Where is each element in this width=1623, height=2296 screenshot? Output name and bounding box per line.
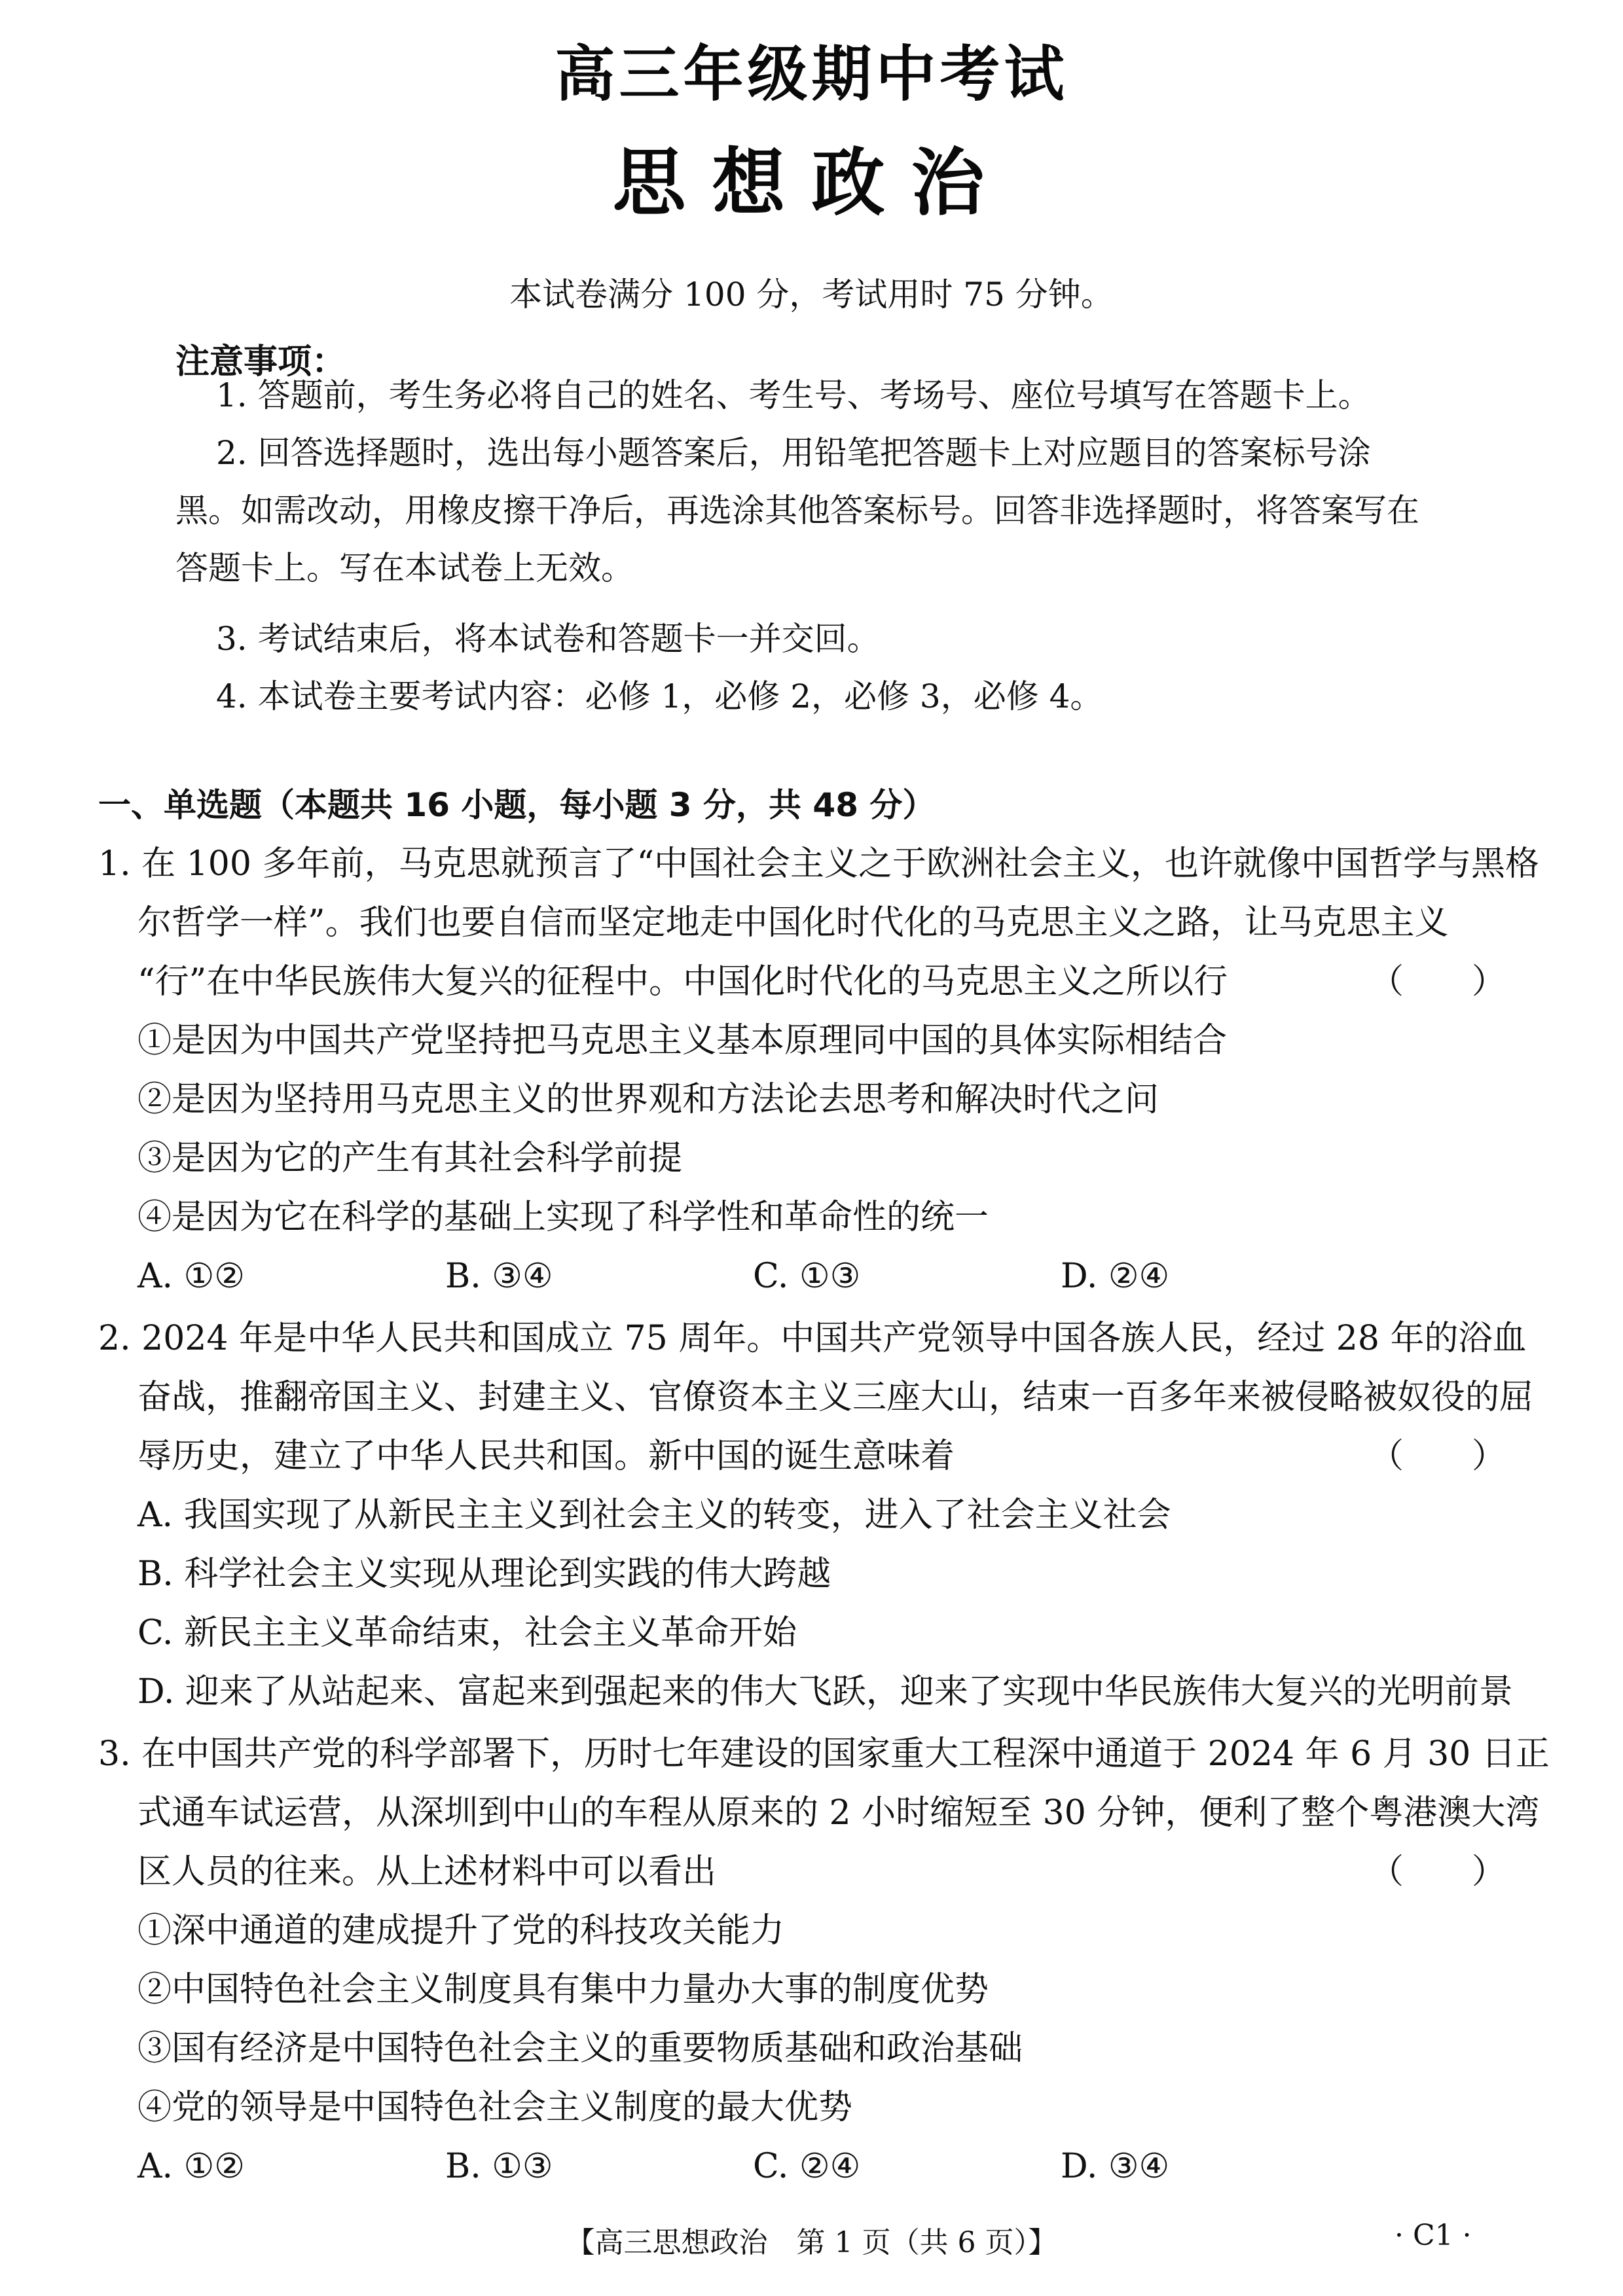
notice-line-2: 2. 回答选择题时，选出每小题答案后，用铅笔把答题卡上对应题目的答案标号涂	[216, 434, 1371, 472]
question-3	[98, 1725, 1550, 2196]
answer-bracket: （ ）	[1369, 1852, 1506, 1892]
question-1-stem-line-2: 尔哲学一样”。我们也要自信而坚定地走中国化时代化的马克思主义之路，让马克思主义	[137, 903, 1449, 942]
question-3-option-c: C. ②④	[753, 2147, 861, 2186]
question-1-statement-2: ②是因为坚持用马克思主义的世界观和方法论去思考和解决时代之问	[137, 1080, 1159, 1119]
question-1-option-a: A. ①②	[137, 1257, 245, 1296]
question-3-stem-line-3	[98, 1842, 1506, 1901]
page-code: · C1 ·	[1395, 2219, 1472, 2252]
question-3-stem-text: 区人员的往来。从上述材料中可以看出	[137, 1852, 717, 1892]
question-2-option-c: C. 新民主主义革命结束，社会主义革命开始	[137, 1613, 797, 1653]
question-3-statement-4: ④党的领导是中国特色社会主义制度的最大优势	[137, 2088, 853, 2127]
question-3-options	[98, 2137, 1506, 2196]
question-3-statement-3: ③国有经济是中国特色社会主义的重要物质基础和政治基础	[137, 2029, 1023, 2068]
question-1-options	[98, 1247, 1506, 1306]
question-1-stem-text: “行”在中华民族伟大复兴的征程中。中国化时代化的马克思主义之所以行	[137, 962, 1228, 1001]
page-footer: 【高三思想政治 第 1 页（共 6 页）】	[566, 2226, 1057, 2259]
question-3-statement-1: ①深中通道的建成提升了党的科技攻关能力	[137, 1911, 785, 1950]
question-3-statement-2: ②中国特色社会主义制度具有集中力量办大事的制度优势	[137, 1970, 989, 2009]
question-1	[98, 834, 1540, 1306]
notice-line-6: 4. 本试卷主要考试内容：必修 1，必修 2，必修 3，必修 4。	[216, 677, 1103, 715]
question-2	[98, 1309, 1534, 1721]
question-1-stem-line-3	[98, 952, 1506, 1011]
notice-line-4: 答题卡上。写在本试卷上无效。	[175, 549, 634, 587]
question-1-option-c: C. ①③	[753, 1257, 861, 1296]
notice-heading: 注意事项：	[175, 342, 346, 382]
question-1-statement-1: ①是因为中国共产党坚持把马克思主义基本原理同中国的具体实际相结合	[137, 1021, 1228, 1060]
question-2-option-a: A. 我国实现了从新民主主义到社会主义的转变，进入了社会主义社会	[137, 1496, 1171, 1535]
answer-bracket: （ ）	[1369, 1437, 1506, 1476]
question-2-stem-line-3	[98, 1427, 1506, 1486]
question-3-stem-line-1: 3. 在中国共产党的科学部署下，历时七年建设的国家重大工程深中通道于 2024 年 6 月 30 日正	[98, 1734, 1550, 1774]
question-3-option-d: D. ③④	[1061, 2147, 1170, 2186]
answer-bracket: （ ）	[1369, 962, 1506, 1001]
question-1-stem-line-1: 1. 在 100 多年前，马克思就预言了“中国社会主义之于欧洲社会主义，也许就像中国哲学与黑格	[98, 844, 1540, 884]
subject-title: 思想政治	[612, 141, 1011, 226]
question-1-statement-4: ④是因为它在科学的基础上实现了科学性和革命性的统一	[137, 1198, 989, 1237]
question-2-stem-line-2: 奋战，推翻帝国主义、封建主义、官僚资本主义三座大山，结束一百多年来被侵略被奴役的屈	[137, 1378, 1534, 1417]
section-heading: 一、单选题（本题共 16 小题，每小题 3 分，共 48 分）	[98, 786, 936, 824]
question-1-statement-3: ③是因为它的产生有其社会科学前提	[137, 1139, 683, 1178]
question-2-option-b: B. 科学社会主义实现从理论到实践的伟大跨越	[137, 1554, 831, 1594]
question-2-stem-line-1: 2. 2024 年是中华人民共和国成立 75 周年。中国共产党领导中国各族人民，经过 28 年的浴血	[98, 1319, 1527, 1358]
question-3-option-a: A. ①②	[137, 2147, 245, 2186]
exam-title: 高三年级期中考试	[555, 39, 1068, 109]
notice-line-3: 黑。如需改动，用橡皮擦干净后，再选涂其他答案标号。回答非选择题时，将答案写在	[175, 492, 1419, 529]
question-1-option-d: D. ②④	[1061, 1257, 1170, 1296]
notice-line-1: 1. 答题前，考生务必将自己的姓名、考生号、考场号、座位号填写在答题卡上。	[216, 376, 1371, 414]
notice-line-5: 3. 考试结束后，将本试卷和答题卡一并交回。	[216, 620, 880, 658]
question-1-option-b: B. ③④	[445, 1257, 553, 1296]
exam-info: 本试卷满分 100 分，考试用时 75 分钟。	[509, 276, 1114, 314]
question-2-option-d: D. 迎来了从站起来、富起来到强起来的伟大飞跃，迎来了实现中华民族伟大复兴的光明前景	[137, 1672, 1513, 1712]
question-3-option-b: B. ①③	[445, 2147, 553, 2186]
question-2-stem-text: 辱历史，建立了中华人民共和国。新中国的诞生意味着	[137, 1437, 955, 1476]
question-3-stem-line-2: 式通车试运营，从深圳到中山的车程从原来的 2 小时缩短至 30 分钟，便利了整个粤港澳大湾	[137, 1793, 1540, 1833]
